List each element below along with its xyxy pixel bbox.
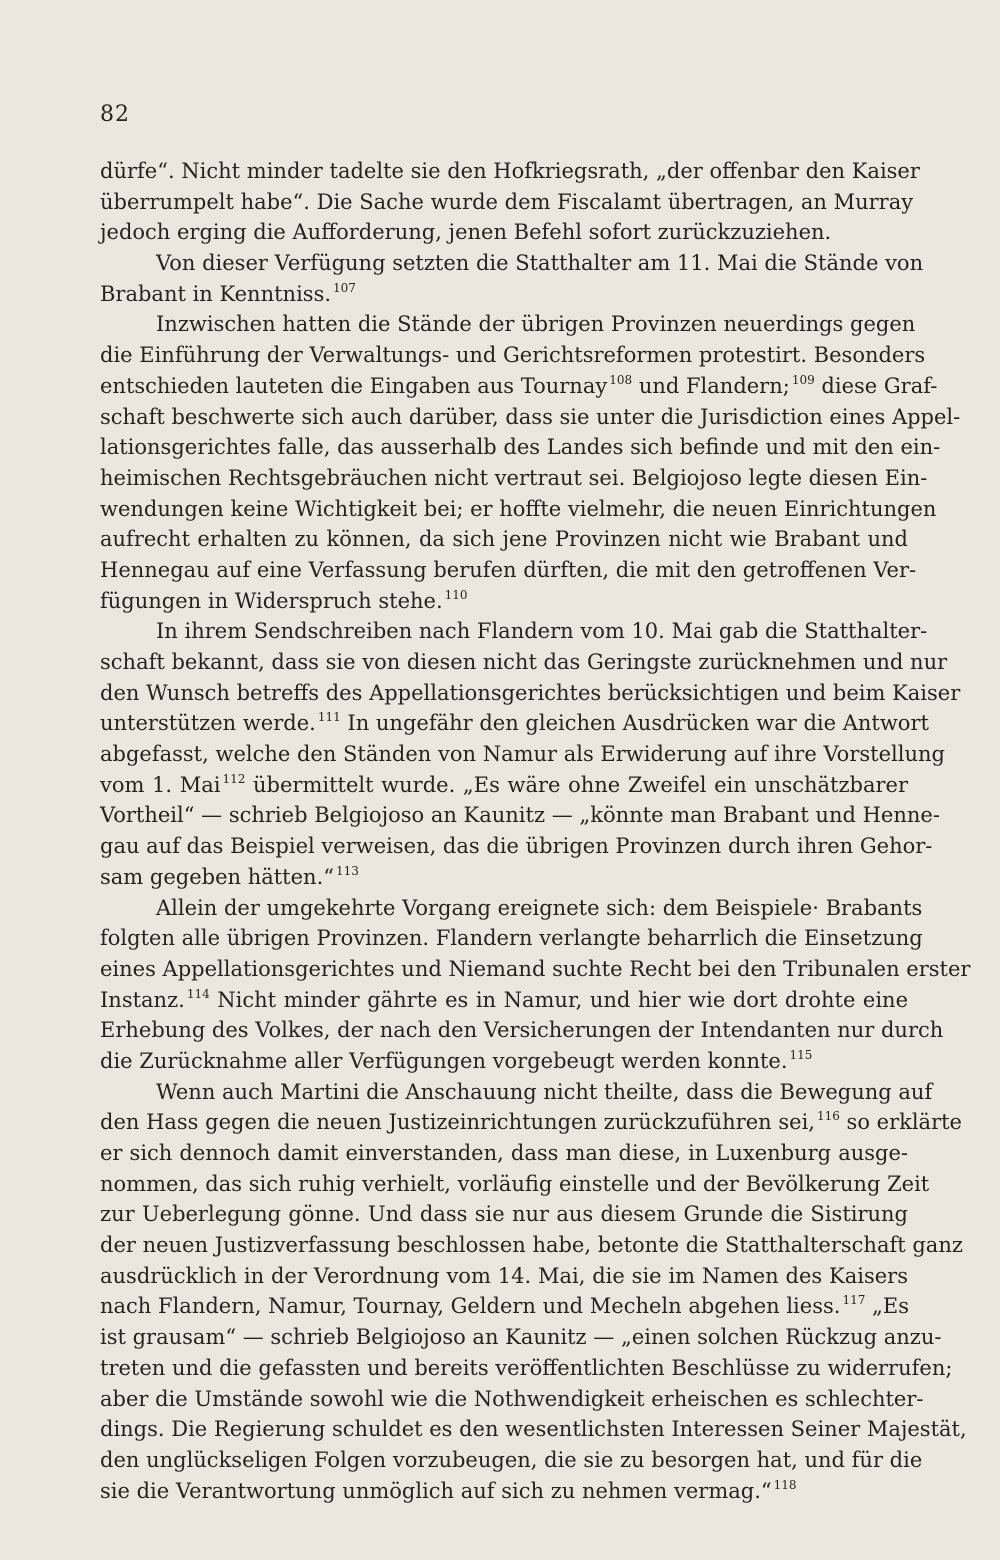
footnote-marker: 112 bbox=[222, 771, 246, 786]
line-text: die Einführung der Verwaltungs- und Gerichtsreformen protestirt. Besonders bbox=[100, 343, 926, 368]
line-text: schaft beschwerte sich auch darüber, dass sie unter die Jurisdiction eines Appel- bbox=[100, 404, 961, 429]
line-text: aufrecht erhalten zu können, da sich jene Provinzen nicht wie Brabant und bbox=[100, 527, 908, 552]
text-line bbox=[100, 586, 908, 617]
text-line bbox=[100, 279, 908, 310]
line-text: Vortheil“ — schrieb Belgiojoso an Kaunitz — „könnte man Brabant und Henne- bbox=[100, 803, 940, 828]
text-line bbox=[100, 1015, 944, 1046]
line-text: zur Ueberlegung gönne. Und dass sie nur aus diesem Grunde die Sistirung bbox=[100, 1202, 908, 1227]
line-text: nommen, das sich ruhig verhielt, vorläufig einstelle und der Bevölkerung Zeit bbox=[100, 1171, 930, 1196]
line-text: abgefasst, welche den Ständen von Namur als Erwiderung auf ihre Vorstellung bbox=[100, 742, 945, 767]
line-text: entschieden lauteten die Eingaben aus Tournay bbox=[100, 373, 608, 398]
line-text: eines Appellationsgerichtes und Niemand suchte Recht bei den Tribunalen erster bbox=[100, 956, 971, 981]
line-text: den Wunsch betreffs des Appellationsgerichtes berücksichtigen und beim Kaiser bbox=[100, 680, 961, 705]
line-text: Instanz. bbox=[100, 987, 185, 1012]
text-line bbox=[100, 309, 916, 340]
line-text: unterstützen werde. bbox=[100, 711, 316, 736]
line-text: ausdrücklich in der Verordnung vom 14. Mai, die sie im Namen des Kaisers bbox=[100, 1263, 908, 1288]
text-line bbox=[100, 647, 948, 678]
footnote-marker: 111 bbox=[317, 710, 341, 725]
text-line bbox=[100, 1077, 933, 1108]
line-text: Brabant in Kenntniss. bbox=[100, 281, 332, 306]
line-text: den Hass gegen die neuen Justizeinrichtungen zurückzuführen sei, bbox=[100, 1110, 815, 1135]
paragraph bbox=[100, 309, 961, 616]
text-line bbox=[100, 463, 928, 494]
line-text: heimischen Rechtsgebräuchen nicht vertraut sei. Belgiojoso legte diesen Ein- bbox=[100, 465, 928, 490]
text-line bbox=[100, 678, 961, 709]
line-text: Von dieser Verfügung setzten die Statthalter am 11. Mai die Stände von bbox=[156, 251, 924, 276]
paragraph bbox=[100, 248, 924, 309]
text-line bbox=[100, 340, 926, 371]
paragraph bbox=[100, 893, 971, 1077]
line-text: sam gegeben hätten.“ bbox=[100, 864, 334, 889]
line-text: Nicht minder gährte es in Namur, und hier wie dort drohte eine bbox=[209, 987, 908, 1012]
text-line bbox=[100, 862, 908, 893]
text-line bbox=[100, 1230, 963, 1261]
text-line bbox=[100, 432, 941, 463]
text-line bbox=[100, 187, 914, 218]
text-line bbox=[100, 1353, 953, 1384]
text-line bbox=[100, 893, 923, 924]
line-text: jedoch erging die Aufforderung, jenen Befehl sofort zurückzuziehen. bbox=[100, 220, 832, 245]
text-line bbox=[100, 1322, 942, 1353]
text-line bbox=[100, 1384, 924, 1415]
line-text: und Flandern; bbox=[632, 373, 790, 398]
line-text: übermittelt wurde. „Es wäre ohne Zweifel ein unschätzbarer bbox=[245, 772, 909, 797]
text-line bbox=[100, 770, 908, 801]
text-line bbox=[100, 1046, 908, 1077]
line-text: der neuen Justizverfassung beschlossen habe, betonte die Statthalterschaft ganz bbox=[100, 1233, 963, 1258]
line-text: Hennegau auf eine Verfassung berufen dürften, die mit den getroffenen Ver- bbox=[100, 557, 917, 582]
page-number: 82 bbox=[100, 102, 130, 127]
line-text: aber die Umstände sowohl wie die Nothwendigkeit erheischen es schlechter- bbox=[100, 1386, 924, 1411]
text-line bbox=[100, 954, 971, 985]
line-text: gau auf das Beispiel verweisen, das die übrigen Provinzen durch ihren Gehor- bbox=[100, 834, 933, 859]
text-line bbox=[100, 800, 940, 831]
body-text bbox=[100, 156, 971, 1506]
line-text: vom 1. Mai bbox=[100, 772, 221, 797]
footnote-marker: 110 bbox=[444, 587, 468, 602]
text-line bbox=[100, 1261, 908, 1292]
text-line bbox=[100, 1476, 908, 1507]
text-line bbox=[100, 1199, 908, 1230]
footnote-marker: 109 bbox=[791, 372, 815, 387]
line-text: diese Graf- bbox=[814, 373, 938, 398]
text-line bbox=[100, 402, 961, 433]
footnote-marker: 108 bbox=[609, 372, 633, 387]
line-text: dings. Die Regierung schuldet es den wesentlichsten Interessen Seiner Majestät, bbox=[100, 1417, 967, 1442]
line-text: überrumpelt habe“. Die Sache wurde dem Fiscalamt übertragen, an Murray bbox=[100, 189, 914, 214]
line-text: In ihrem Sendschreiben nach Flandern vom 10. Mai gab die Statthalter- bbox=[156, 619, 928, 644]
text-line bbox=[100, 1138, 908, 1169]
line-text: so erklärte bbox=[839, 1110, 962, 1135]
text-line bbox=[100, 1445, 923, 1476]
line-text: er sich dennoch damit einverstanden, dass man diese, in Luxenburg ausge- bbox=[100, 1141, 908, 1165]
paragraph bbox=[100, 1077, 967, 1507]
text-line bbox=[100, 739, 945, 770]
line-text: In ungefähr den gleichen Ausdrücken war die Antwort bbox=[340, 711, 929, 736]
line-text: fügungen in Widerspruch stehe. bbox=[100, 588, 443, 613]
line-text: lationsgerichtes falle, das ausserhalb des Landes sich befinde und mit den ein- bbox=[100, 435, 941, 460]
line-text: dürfe“. Nicht minder tadelte sie den Hofkriegsrath, „der offenbar den Kaiser bbox=[100, 159, 920, 183]
text-line bbox=[100, 708, 929, 739]
text-line bbox=[100, 217, 908, 248]
text-line bbox=[100, 1291, 908, 1322]
footnote-marker: 107 bbox=[333, 280, 356, 295]
text-line bbox=[100, 494, 937, 525]
line-text: nach Flandern, Namur, Tournay, Geldern und Mecheln abgehen liess. bbox=[100, 1294, 841, 1319]
text-line bbox=[100, 248, 924, 279]
text-line bbox=[100, 616, 928, 647]
line-text: treten und die gefassten und bereits veröffentlichten Beschlüsse zu widerrufen; bbox=[100, 1355, 953, 1380]
line-text: sie die Verantwortung unmöglich auf sich zu nehmen vermag.“ bbox=[100, 1478, 772, 1503]
text-line bbox=[100, 371, 938, 402]
line-text: Erhebung des Volkes, der nach den Versicherungen der Intendanten nur durch bbox=[100, 1018, 944, 1043]
text-line bbox=[100, 831, 933, 862]
footnote-marker: 113 bbox=[335, 863, 359, 878]
line-text: „Es bbox=[865, 1294, 910, 1319]
footnote-marker: 117 bbox=[842, 1293, 866, 1308]
line-text: Inzwischen hatten die Stände der übrigen Provinzen neuerdings gegen bbox=[156, 312, 916, 337]
text-line bbox=[100, 1107, 962, 1138]
line-text: den unglückseligen Folgen vorzubeugen, die sie zu besorgen hat, und für die bbox=[100, 1447, 923, 1472]
line-text: folgten alle übrigen Provinzen. Flandern verlangte beharrlich die Einsetzung bbox=[100, 926, 923, 951]
line-text: ist grausam“ — schrieb Belgiojoso an Kaunitz — „einen solchen Rückzug anzu- bbox=[100, 1325, 942, 1350]
footnote-marker: 115 bbox=[789, 1047, 813, 1062]
text-line bbox=[100, 1169, 930, 1200]
footnote-marker: 114 bbox=[186, 986, 210, 1001]
line-text: Allein der umgekehrte Vorgang ereignete sich: dem Beispiele· Brabants bbox=[156, 895, 923, 920]
text-line bbox=[100, 555, 917, 586]
line-text: Wenn auch Martini die Anschauung nicht theilte, dass die Bewegung auf bbox=[156, 1079, 933, 1104]
paragraph bbox=[100, 156, 920, 248]
text-line bbox=[100, 985, 908, 1016]
text-line bbox=[100, 923, 923, 954]
text-line bbox=[100, 156, 920, 187]
line-text: die Zurücknahme aller Verfügungen vorgebeugt werden konnte. bbox=[100, 1048, 788, 1073]
line-text: schaft bekannt, dass sie von diesen nicht das Geringste zurücknehmen und nur bbox=[100, 650, 948, 674]
footnote-marker: 116 bbox=[816, 1109, 840, 1124]
footnote-marker: 118 bbox=[773, 1477, 797, 1492]
text-line bbox=[100, 524, 908, 555]
paragraph bbox=[100, 616, 961, 892]
line-text: wendungen keine Wichtigkeit bei; er hoffte vielmehr, die neuen Einrichtungen bbox=[100, 496, 937, 521]
text-line bbox=[100, 1414, 967, 1445]
